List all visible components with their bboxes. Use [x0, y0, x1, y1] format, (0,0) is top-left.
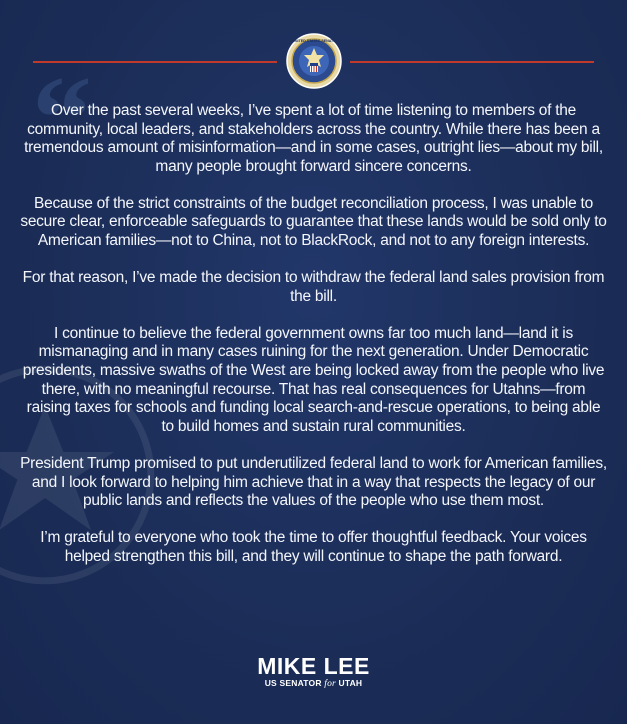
statement-paragraph-4: I continue to believe the federal government owns far too much land—land it is mismanaging and in many cases ruining for the next generation. Under Democratic presidents, massive swaths of the West are being locked away from the people who live there, with no meaningful recourse. That has real consequences for Utahns—from raising taxes for schools and funding local search-and-rescue operations, to being able to build homes and sustain rural communities. — [22, 324, 605, 435]
statement-paragraph-6: I’m grateful to everyone who took the time to offer thoughtful feedback. Your voices helped strengthen this bill, and they will continue to shape the path forward. — [40, 529, 587, 565]
signature-block — [0, 654, 627, 690]
seal-text: UNITED STATES SENATE — [292, 39, 336, 43]
signature-title-for: for — [324, 679, 336, 689]
header-rule-right — [350, 61, 594, 63]
statement-paragraph-3: For that reason, I’ve made the decision to withdraw the federal land sales provision from the bill. — [22, 269, 605, 305]
quote-mark-icon: “ — [32, 51, 92, 184]
statement-paragraph-5: President Trump promised to put underutilized federal land to work for American families, and I look forward to helping him achieve that in a way that respects the legacy of our public lands and reflects the values of the people who use them most. — [20, 454, 607, 510]
signature-title-state: UTAH — [338, 678, 363, 688]
signature-title-prefix: US SENATOR — [264, 678, 322, 688]
signature-title — [0, 678, 627, 690]
statement-paragraph-2: Because of the strict constraints of the budget reconciliation process, I was unable to secure clear, enforceable safeguards to guarantee that these lands would be sold only to American families—not to China, not to BlackRock, and not to any foreign interests. — [20, 194, 607, 250]
senate-seal-icon — [286, 33, 342, 89]
signature-name: MIKE LEE — [257, 653, 370, 679]
statement-body — [20, 102, 607, 585]
statement-paragraph-1: Over the past several weeks, I’ve spent a lot of time listening to members of the community, local leaders, and stakeholders across the country. While there has been a tremendous amount of misinformation—and in some cases, outright lies—about my bill, many people brought forward sincere concerns. — [24, 102, 603, 175]
